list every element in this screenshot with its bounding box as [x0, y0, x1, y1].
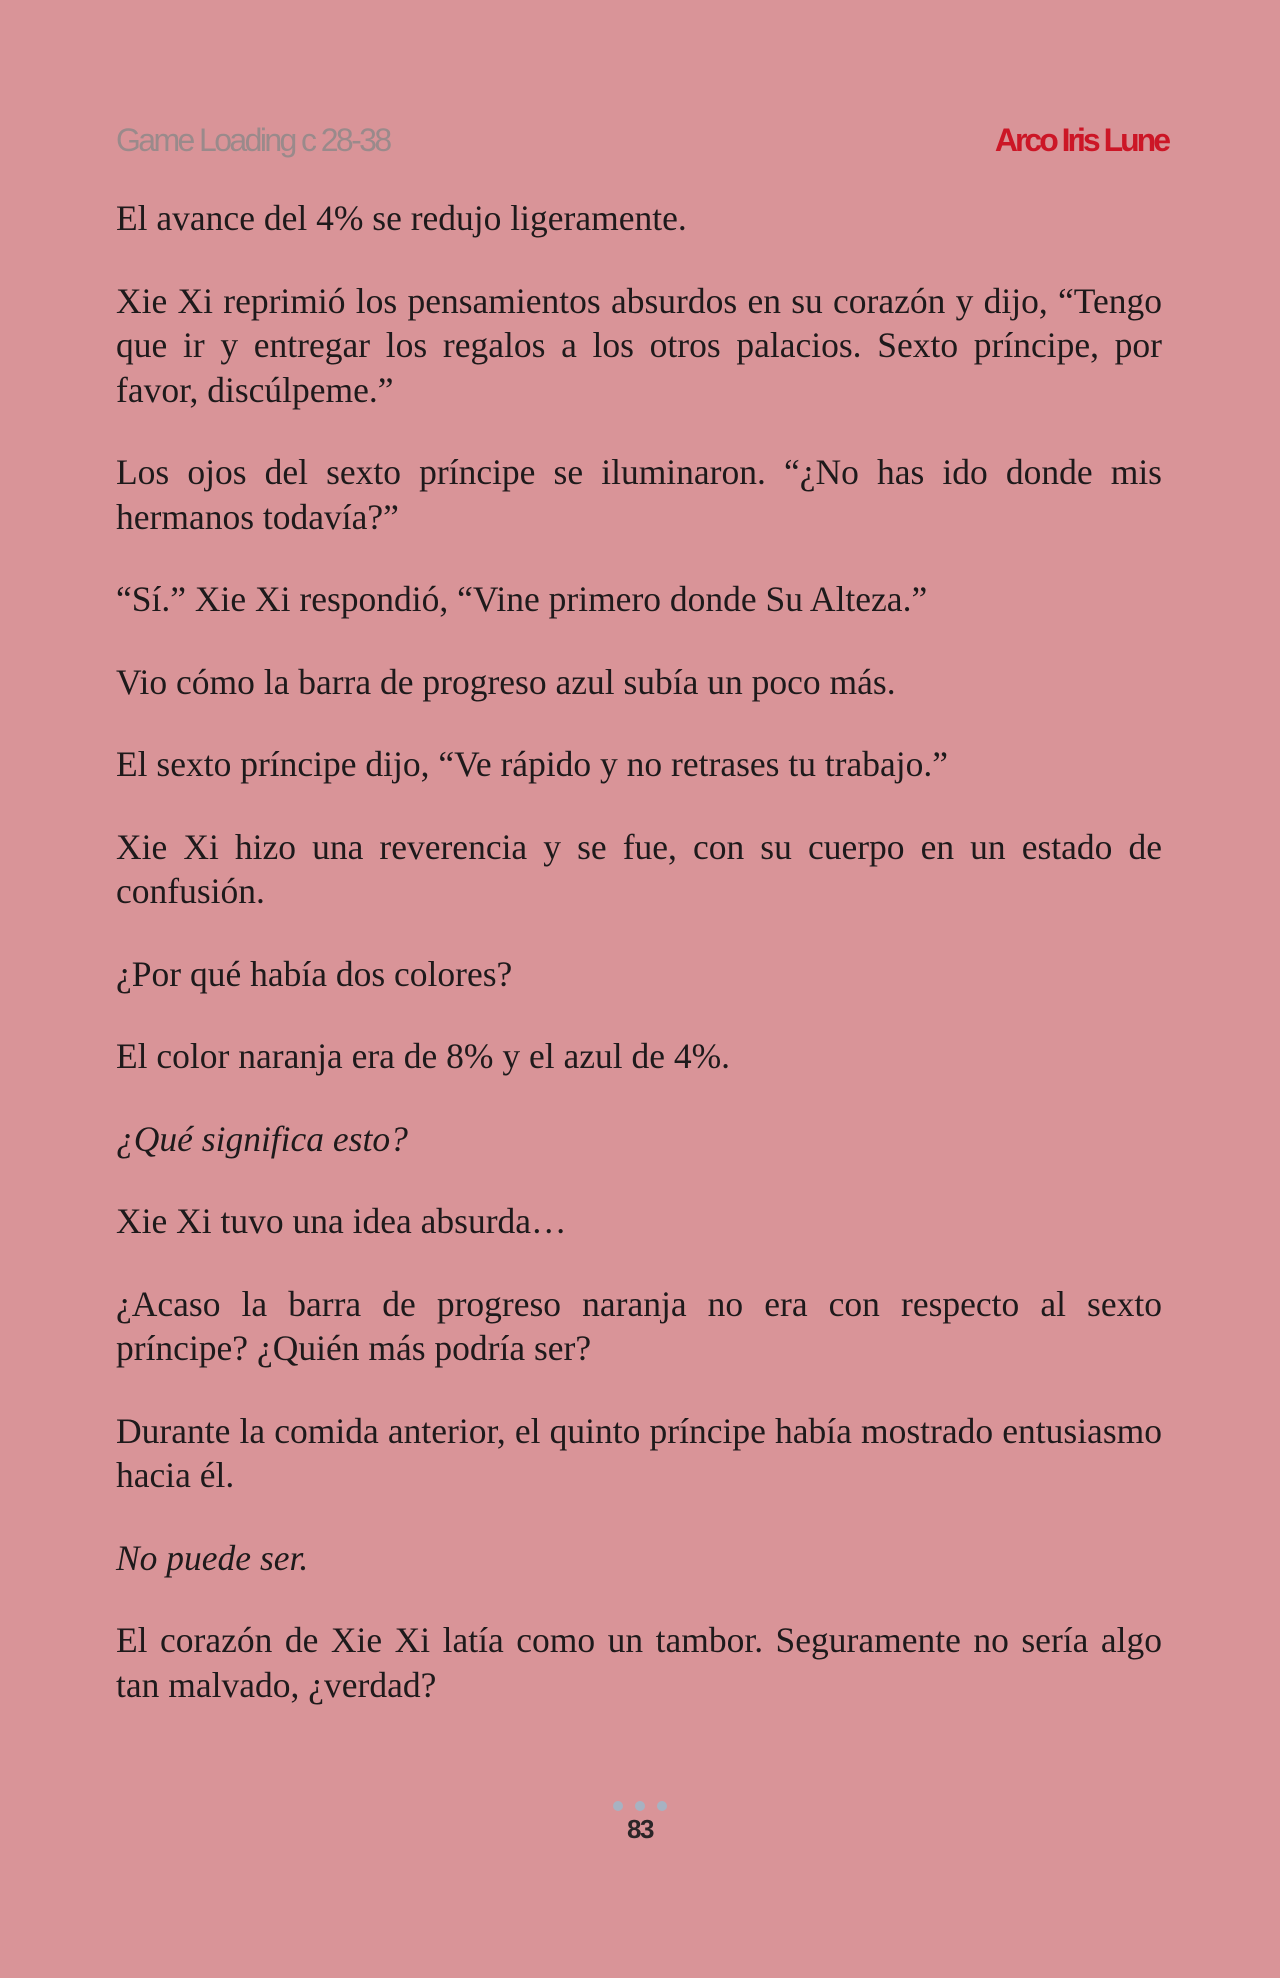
- paragraph: Xie Xi tuvo una idea absurda…: [116, 1201, 567, 1241]
- page-number: 83: [627, 1814, 653, 1844]
- paragraph: Xie Xi hizo una reverencia y se fue, con su cuerpo en un estado de confusión.: [116, 826, 1162, 911]
- translator-credit: Arco Iris Lune: [994, 122, 1168, 158]
- dot-icon: [635, 1801, 645, 1811]
- page-footer: [0, 1800, 1280, 1845]
- paragraph: Durante la comida anterior, el quinto príncipe había mostrado entusiasmo hacia él.: [116, 1410, 1162, 1495]
- paragraph-italic: ¿Qué significa esto?: [116, 1118, 408, 1159]
- paragraph: ¿Acaso la barra de progreso naranja no era con respecto al sexto príncipe? ¿Quién más podría ser?: [116, 1283, 1162, 1368]
- paragraph: “Sí.” Xie Xi respondió, “Vine primero donde Su Alteza.”: [116, 579, 928, 619]
- paragraph: El corazón de Xie Xi latía como un tambor. Seguramente no sería algo tan malvado, ¿verdad?: [116, 1620, 1162, 1705]
- ornament-dots-icon: [0, 1800, 1280, 1812]
- book-title: Game Loading c 28-38: [116, 122, 390, 158]
- paragraph: Los ojos del sexto príncipe se iluminaron. “¿No has ido donde mis hermanos todavía?”: [116, 452, 1162, 537]
- chapter-body: [116, 196, 1162, 1745]
- paragraph: Xie Xi reprimió los pensamientos absurdos en su corazón y dijo, “Tengo que ir y entregar los regalos a los otros palacios. Sexto príncipe, por favor, discúlpeme.”: [116, 280, 1162, 410]
- paragraph: El sexto príncipe dijo, “Ve rápido y no retrases tu trabajo.”: [116, 744, 949, 784]
- paragraph: Vio cómo la barra de progreso azul subía un poco más.: [116, 661, 896, 702]
- paragraph-italic: No puede ser.: [116, 1537, 309, 1578]
- dot-icon: [613, 1801, 623, 1811]
- paragraph: El avance del 4% se redujo ligeramente.: [116, 198, 687, 238]
- paragraph: El color naranja era de 8% y el azul de 4%.: [116, 1036, 731, 1076]
- page-header: [116, 116, 1168, 166]
- dot-icon: [657, 1801, 667, 1811]
- paragraph: ¿Por qué había dos colores?: [116, 953, 513, 994]
